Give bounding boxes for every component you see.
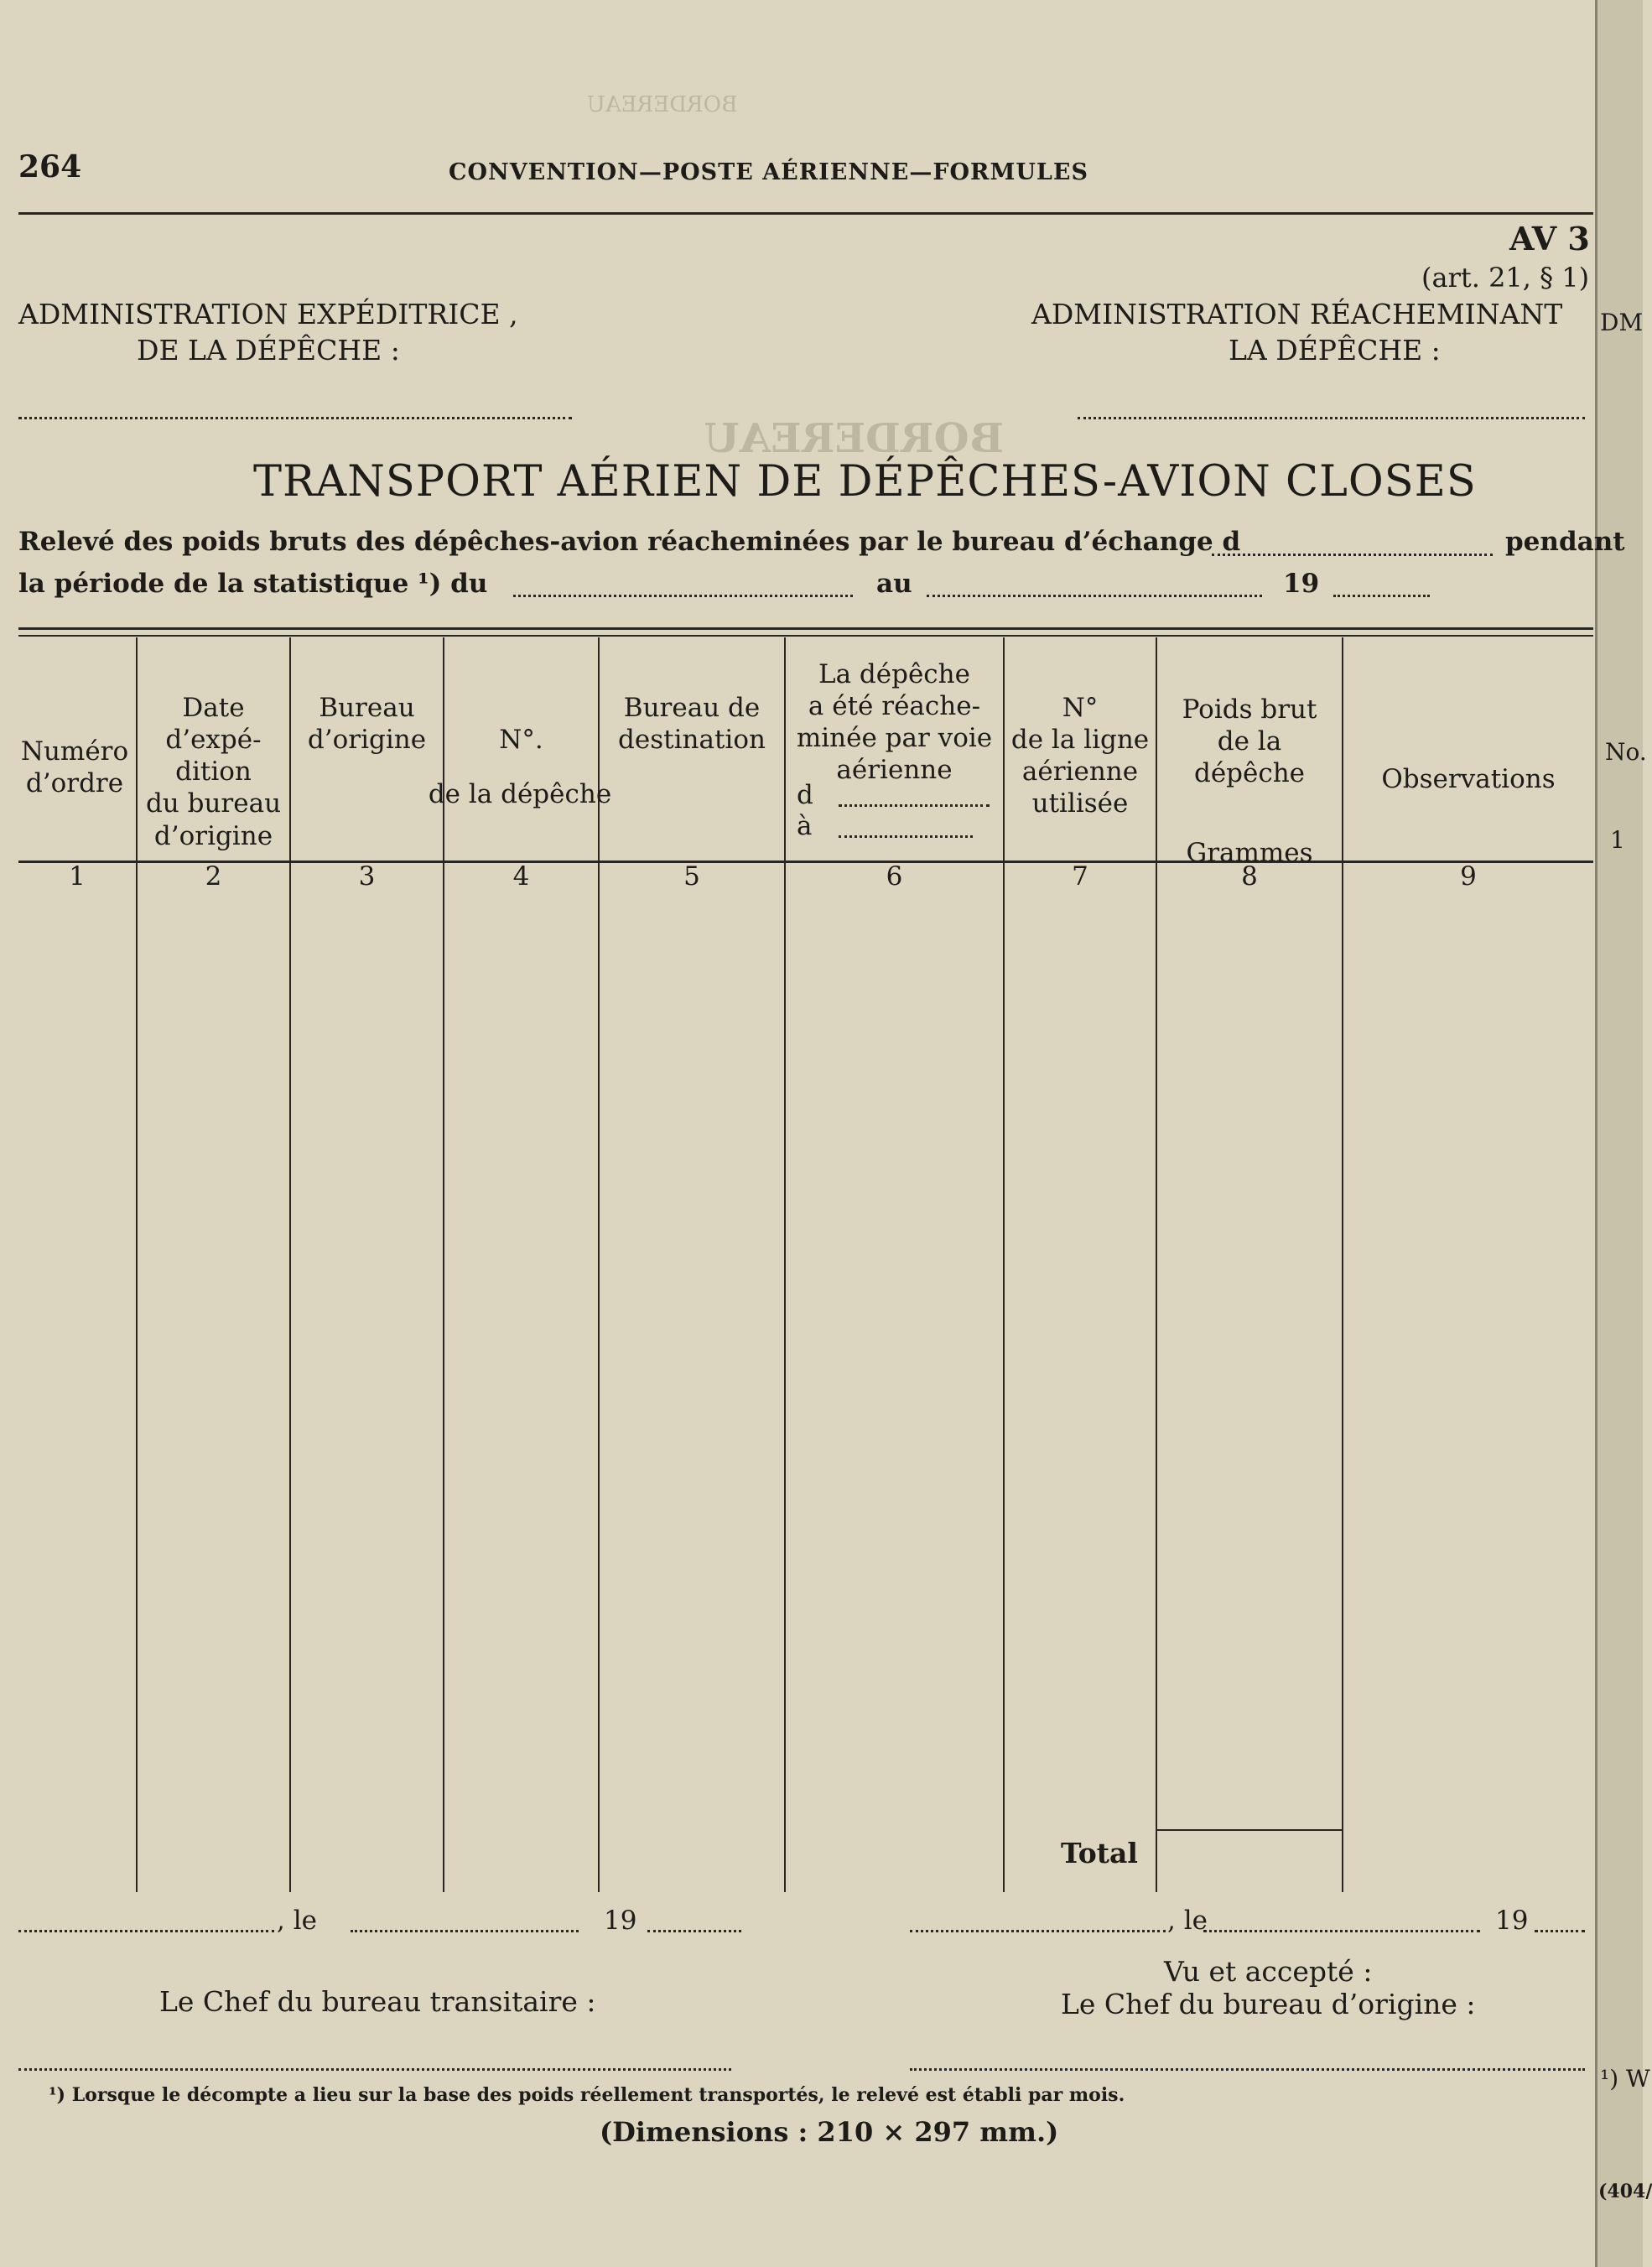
column-header-3 (291, 692, 443, 756)
left-le-label: , le (277, 1906, 317, 1936)
total-weight-field[interactable] (1159, 1832, 1340, 1890)
footnote: ¹) Lorsque le décompte a lieu sur la base des poids réellement transportés, le relevé est établi par mois. (49, 2084, 1125, 2106)
column-header-9 (1343, 763, 1593, 795)
margin-fragment-no: No. (1605, 738, 1647, 766)
column-number-9: 9 (1460, 861, 1477, 892)
column-header-1-line: Numéro (20, 736, 129, 767)
left-signatory-title: Le Chef du bureau transitaire : (159, 1985, 596, 2018)
bleed-through-ghost: BORDEREAU (704, 415, 1004, 462)
column-header-8-line: dépêche (1193, 758, 1306, 789)
intro-line-2-c: 19 (1283, 569, 1320, 599)
form-title: TRANSPORT AÉRIEN DE DÉPÊCHES-AVION CLOSES (253, 457, 1477, 507)
intro-line-1-end: pendant (1505, 527, 1625, 557)
column-header-9-line: Observations (1381, 764, 1556, 794)
column-header-4-line: N°. (499, 725, 543, 755)
reroute-to-field[interactable] (839, 835, 973, 838)
form-code: AV 3 (1509, 220, 1590, 257)
margin-fragment-404: (404/ (1598, 2181, 1652, 2202)
column-header-6-line: aérienne (836, 755, 953, 786)
period-from-field[interactable] (513, 595, 853, 597)
column-number-3: 3 (358, 861, 376, 892)
header-rule (18, 212, 1593, 215)
column-header-5 (600, 692, 784, 756)
reroute-to-label: à (797, 811, 813, 841)
column-number-7: 7 (1072, 861, 1088, 892)
column-header-4 (444, 724, 598, 756)
column-header-1 (12, 736, 138, 799)
column-header-1-line: d’ordre (25, 768, 124, 799)
right-year-field[interactable] (1535, 1930, 1585, 1932)
reroute-from-field[interactable] (839, 804, 990, 807)
table-top-rule-2 (18, 635, 1593, 637)
table-body-entry-area[interactable] (18, 906, 1593, 1828)
period-year-field[interactable] (1333, 595, 1430, 597)
forwarding-admin-field[interactable] (1078, 417, 1585, 419)
column-header-3-line: Bureau (319, 693, 415, 723)
period-to-field[interactable] (927, 595, 1262, 597)
weight-unit-label: Grammes (1186, 838, 1313, 868)
column-header-2-line: d’expé- (165, 725, 262, 756)
column-number-5: 5 (683, 861, 700, 892)
column-header-8 (1157, 694, 1342, 789)
column-number-1: 1 (69, 861, 86, 892)
column-header-7-line: N° (1062, 693, 1099, 723)
form-dimensions: (Dimensions : 210 × 297 mm.) (600, 2116, 1059, 2148)
column-header-6 (786, 658, 1003, 787)
margin-fragment-dm: DM (1600, 309, 1644, 336)
column-number-6: 6 (886, 861, 903, 892)
column-header-6-line: a été réache- (808, 691, 981, 722)
column-header-8-line: Poids brut (1182, 694, 1317, 725)
forwarding-admin-label: ADMINISTRATION RÉACHEMINANT (1031, 298, 1563, 330)
right-signatory-title: Le Chef du bureau d’origine : (1061, 1988, 1476, 2020)
left-date-field[interactable] (351, 1930, 579, 1932)
sender-admin-label-2: DE LA DÉPÊCHE : (137, 334, 400, 367)
column-header-7-line: aérienne (1021, 757, 1139, 788)
shared-caption-de-la-depeche: de la dépêche (428, 779, 612, 809)
column-header-5-line: destination (618, 725, 766, 756)
column-header-7-line: de la ligne (1010, 725, 1150, 756)
column-number-2: 2 (205, 861, 222, 892)
column-header-5-line: Bureau de (623, 693, 761, 723)
column-header-6-line: minée par voie (796, 723, 993, 754)
column-header-2-line: d’origine (153, 820, 273, 851)
column-header-7 (1005, 692, 1156, 820)
bleed-through-ghost: BORDEREAU (587, 92, 738, 117)
left-year-field[interactable] (647, 1930, 741, 1932)
column-number-4: 4 (512, 861, 530, 892)
column-header-3-line: d’origine (307, 725, 427, 756)
column-header-2-line: Date (182, 693, 245, 723)
running-title: CONVENTION—POSTE AÉRIENNE—FORMULES (449, 159, 1088, 185)
article-reference: (art. 21, § 1) (1421, 262, 1590, 294)
column-number-8: 8 (1241, 861, 1258, 892)
column-header-2-line: du bureau (145, 788, 282, 819)
left-signature-field[interactable] (18, 2068, 731, 2071)
left-year-label: 19 (604, 1906, 637, 1936)
right-signature-field[interactable] (910, 2068, 1585, 2071)
intro-line-2-a: la période de la statistique ¹) du (18, 569, 488, 599)
total-box-line (1157, 1829, 1342, 1831)
intro-line-1-text: Relevé des poids bruts des dépêches-avion réacheminées par le bureau d’échange d (18, 527, 1241, 557)
column-header-8-line: de la (1217, 726, 1282, 757)
page-number: 264 (18, 149, 82, 185)
forwarding-admin-label-2: LA DÉPÊCHE : (1229, 334, 1441, 367)
sender-admin-label: ADMINISTRATION EXPÉDITRICE , (18, 298, 518, 330)
column-header-2 (138, 692, 289, 852)
right-date-field[interactable] (1203, 1930, 1480, 1932)
table-top-rule (18, 627, 1593, 630)
margin-fragment-w: ¹) W (1600, 2065, 1650, 2093)
margin-fragment-one: 1 (1610, 826, 1625, 854)
intro-line-2-b: au (876, 569, 912, 599)
sender-admin-field[interactable] (18, 417, 572, 419)
right-place-field[interactable] (910, 1930, 1166, 1932)
exchange-office-field[interactable] (1212, 554, 1493, 556)
right-year-label: 19 (1495, 1906, 1529, 1936)
adjacent-page-edge (1595, 0, 1643, 2267)
reroute-from-label: d (797, 780, 813, 810)
column-header-6-line: La dépêche (818, 659, 970, 689)
total-label: Total (1061, 1837, 1138, 1869)
column-header-2-line: dition (175, 757, 252, 788)
left-place-field[interactable] (18, 1930, 274, 1932)
right-le-label: , le (1167, 1906, 1208, 1936)
column-header-7-line: utilisée (1031, 788, 1129, 819)
intro-line-1 (18, 527, 1240, 557)
accepted-label: Vu et accepté : (1164, 1955, 1373, 1988)
